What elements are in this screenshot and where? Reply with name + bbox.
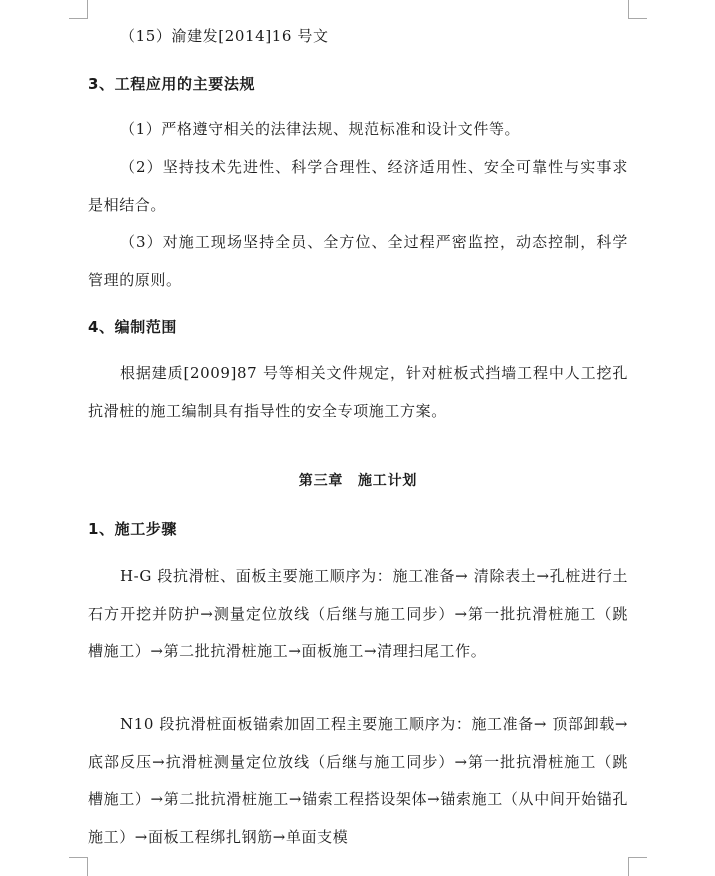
law-item-15: （15）渝建发[2014]16 号文 (120, 27, 329, 45)
regulation-item-2: （2）坚持技术先进性、科学合理性、经济适用性、安全可靠性与实事求是相结合。 (88, 158, 628, 214)
crop-mark-bottom-left (69, 857, 88, 876)
regulation-item-1: （1）严格遵守相关的法律法规、规范标准和设计文件等。 (120, 120, 521, 138)
hg-section-sequence: H-G 段抗滑桩、面板主要施工顺序为：施工准备→ 清除表土→孔桩进行土石方开挖并防护→测量定位放线（后继与施工同步）→第一批抗滑桩施工（跳槽施工）→第二批抗滑桩施工→面板施工→清理扫尾工作。 (88, 567, 628, 660)
regulation-item-3: （3）对施工现场坚持全员、全方位、全过程严密监控，动态控制，科学管理的原则。 (88, 233, 628, 289)
crop-mark-bottom-right (628, 857, 647, 876)
chapter-3-title: 第三章 施工计划 (298, 473, 418, 489)
steps-heading: 1、施工步骤 (88, 520, 178, 538)
crop-mark-top-left (69, 0, 88, 19)
n10-section-sequence: N10 段抗滑桩面板锚索加固工程主要施工顺序为：施工准备→ 顶部卸载→底部反压→抗滑桩测量定位放线（后继与施工同步）→第一批抗滑桩施工（跳槽施工）→第二批抗滑桩施工→锚索工程搭设架体→锚索施工（从中间开始锚孔施工）→面板工程绑扎钢筋→单面支模 (88, 715, 628, 846)
scope-paragraph: 根据建质[2009]87 号等相关文件规定，针对桩板式挡墙工程中人工挖孔抗滑桩的施工编制具有指导性的安全专项施工方案。 (88, 364, 628, 420)
crop-mark-top-right (628, 0, 647, 19)
section-3-heading: 3、工程应用的主要法规 (88, 75, 256, 93)
section-4-heading: 4、编制范围 (88, 318, 178, 336)
